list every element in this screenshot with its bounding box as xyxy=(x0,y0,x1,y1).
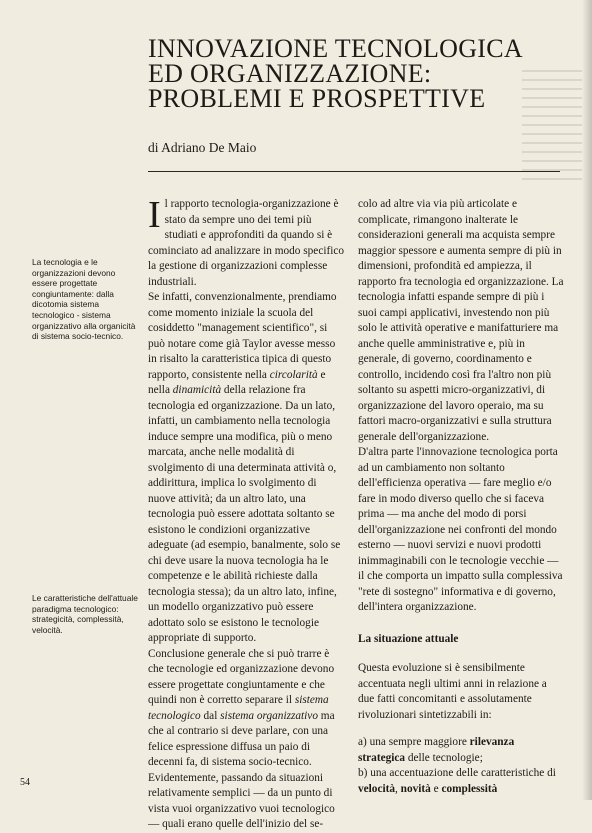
paragraph-2 xyxy=(148,290,346,647)
italic-term: sistema tecnologico xyxy=(148,694,329,722)
paragraph-4: Evidentemente, passando da situazioni relativamente semplici — da un punto di vista vuoi organizzativo vuoi tecnologico — quali erano quelle dell'inizio del se- xyxy=(148,771,335,830)
title-line-1: INNOVAZIONE TECNOLOGICA xyxy=(148,34,523,63)
text-run: dal xyxy=(200,709,221,722)
bold-term: complessità xyxy=(441,782,498,795)
paragraph-7: Questa evoluzione si è sensibilmente accentuata negli ultimi anni in relazione a due fatti concomitanti e assolutamente rivoluzionari sintetizzabili in: xyxy=(358,662,547,721)
text-run: e xyxy=(430,782,442,795)
text-run: b) una accentuazione delle caratteristiche di xyxy=(358,767,556,779)
title-line-3: PROBLEMI E PROSPETTIVE xyxy=(148,84,486,113)
list-item-b xyxy=(358,766,564,797)
page-edge-shadow xyxy=(582,0,592,800)
bold-term: rilevanza strategica xyxy=(358,736,515,764)
page-number: 54 xyxy=(20,777,30,788)
text-run: Conclusione generale che si può trarre è che tecnologie ed organizzazione devono essere progettate congiuntamente e che quindi non è corretto separare il xyxy=(148,647,335,706)
author-byline: di Adriano De Maio xyxy=(148,140,257,155)
sidenote-1: La tecnologia e le organizzazioni devono essere progettate congiuntamente: dalla dicotomia sistema tecnologico - sistema organizzativo alla organicità di sistema socio-tecnico. xyxy=(32,257,136,342)
list-item-a xyxy=(358,735,564,766)
paragraph-5: colo ad altre via via più articolate e complicate, rimangono inalterate le considerazioni generali ma acquista sempre maggior spessore e aumenta sempre di più in dimensioni, profondità ed ampiezza, il rapporto fra tecnologia ed organizzazione. La tecnologia infatti espande sempre di più i suoi campi applicativi, investendo non più solo le attività operative e manifatturiere ma anche quelle amministrative e, più in generale, di governo, coordinamento e controllo, incidendo così fra l'altro non più soltanto su aspetti micro-organizzativi, di organizzazione del lavoro operaio, ma su fattori macro-organizzativi e sulla struttura generale dell'organizzazione. xyxy=(358,198,564,443)
sidenote-2: Le caratteristiche dell'attuale paradigma tecnologico: strategicità, complessità, velocità. xyxy=(32,593,138,635)
paragraph-6: D'altra parte l'innovazione tecnologica porta ad un cambiamento non soltanto dell'efficienza operativa — fare meglio e/o fare in modo diverso quello che si faceva prima — ma anche del modo di porsi dell'organizzazione nei confronti del mondo esterno — nuovi servizi e nuovi prodotti inimmaginabili con le tecnologie vecchie — il che comporta un impatto sulla complessiva "rete di sostegno" informativa e di governo, dell'intera organizzazione. xyxy=(358,446,563,613)
paragraph-intro xyxy=(148,194,346,290)
italic-term: circolarità xyxy=(269,368,318,381)
italic-term: dinamicità xyxy=(172,384,222,396)
body-column-right xyxy=(358,197,564,797)
text-run: e nella xyxy=(148,368,326,396)
bold-term: novità xyxy=(400,782,431,795)
title-rule xyxy=(148,171,560,172)
section-heading: La situazione attuale xyxy=(358,632,459,645)
text-run: a) una sempre maggiore xyxy=(358,736,470,748)
title-line-2: ED ORGANIZZAZIONE: xyxy=(148,59,432,88)
bold-term: velocità xyxy=(358,782,396,795)
text-run: , xyxy=(395,782,401,795)
text-run: ma che al contrario si deve parlare, con una felice espressione diffusa un paio di decenni fa, di sistema socio-tecnico. xyxy=(148,709,335,768)
text-run: della relazione fra tecnologia ed organizzazione. Da un lato, infatti, un cambiamento nella tecnologia induce sempre una modifica, più o meno marcata, anche nelle modalità di svolgimento di una determinata attività o, addirittura, implica lo svolgimento di nuove attività; da un altro lato, una tecnologia può essere adottata soltanto se esistono le condizioni organizzative adeguate (ad esempio, banalmente, solo se chi deve usare la nuova tecnologia ha le competenze e le abilità richieste dalla tecnologia stessa); da un altro lato, infine, un modello organizzativo può essere adottato solo se esistono le tecnologie appropriate di supporto. xyxy=(148,384,341,644)
drop-cap: I xyxy=(148,194,161,236)
body-column-left xyxy=(148,194,346,833)
paragraph-3 xyxy=(148,647,346,771)
text-run: delle tecnologie; xyxy=(405,751,483,764)
paragraph-intro-text: l rapporto tecnologia-organizzazione è stato da sempre uno dei temi più studiati e approfonditi da quando si è cominciato ad analizzare in modo specifico la gestione di organizzazioni complesse industriali. xyxy=(148,198,345,288)
article-title xyxy=(148,36,568,111)
italic-term: sistema organizzativo xyxy=(220,709,318,722)
text-run: Se infatti, convenzionalmente, prendiamo come momento iniziale la scuola del cosiddetto "management scientifico", si può notare come già Taylor avesse messo in risalto la caratteristica tipica di questo rapporto, consistente nella xyxy=(148,291,337,381)
